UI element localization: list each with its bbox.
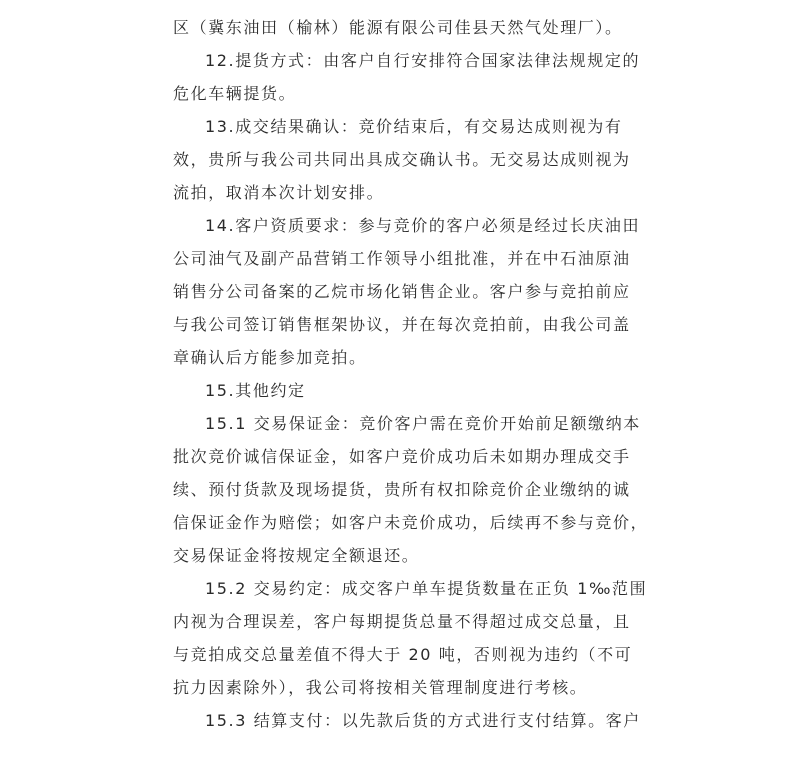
text-line: 与竞拍成交总量差值不得大于 20 吨，否则视为违约（不可 — [173, 645, 633, 664]
text-line: 章确认后方能参加竞拍。 — [173, 348, 367, 367]
text-line: 15.2 交易约定：成交客户单车提货数量在正负 1‰范围 — [205, 579, 648, 598]
text-line: 公司油气及副产品营销工作领导小组批准，并在中石油原油 — [173, 249, 631, 268]
text-line: 13.成交结果确认：竞价结束后，有交易达成则视为有 — [205, 117, 623, 136]
text-line: 抗力因素除外），我公司将按相关管理制度进行考核。 — [173, 678, 588, 697]
text-line: 销售分公司备案的乙烷市场化销售企业。客户参与竞拍前应 — [173, 282, 631, 301]
text-line: 12.提货方式：由客户自行安排符合国家法律法规规定的 — [205, 51, 641, 70]
section-heading: 15.其他约定 — [205, 381, 306, 400]
text-line: 效，贵所与我公司共同出具成交确认书。无交易达成则视为 — [173, 150, 631, 169]
text-line: 续、预付货款及现场提货，贵所有权扣除竞价企业缴纳的诚 — [173, 480, 631, 499]
text-line: 危化车辆提货。 — [173, 84, 297, 103]
text-line: 交易保证金将按规定全额退还。 — [173, 546, 420, 565]
text-line: 内视为合理误差，客户每期提货总量不得超过成交总量，且 — [173, 612, 631, 631]
text-line: 14.客户资质要求：参与竞价的客户必须是经过长庆油田 — [205, 216, 641, 235]
text-line: 批次竞价诚信保证金，如客户竞价成功后未如期办理成交手 — [173, 447, 631, 466]
text-line: 信保证金作为赔偿；如客户未竞价成功，后续再不参与竞价， — [173, 513, 649, 532]
text-line: 流拍，取消本次计划安排。 — [173, 183, 385, 202]
text-line: 与我公司签订销售框架协议，并在每次竞拍前，由我公司盖 — [173, 315, 631, 334]
text-line: 区（冀东油田（榆林）能源有限公司佳县天然气处理厂）。 — [173, 18, 623, 37]
text-line: 15.3 结算支付：以先款后货的方式进行支付结算。客户 — [205, 711, 641, 730]
text-line: 15.1 交易保证金：竞价客户需在竞价开始前足额缴纳本 — [205, 414, 641, 433]
